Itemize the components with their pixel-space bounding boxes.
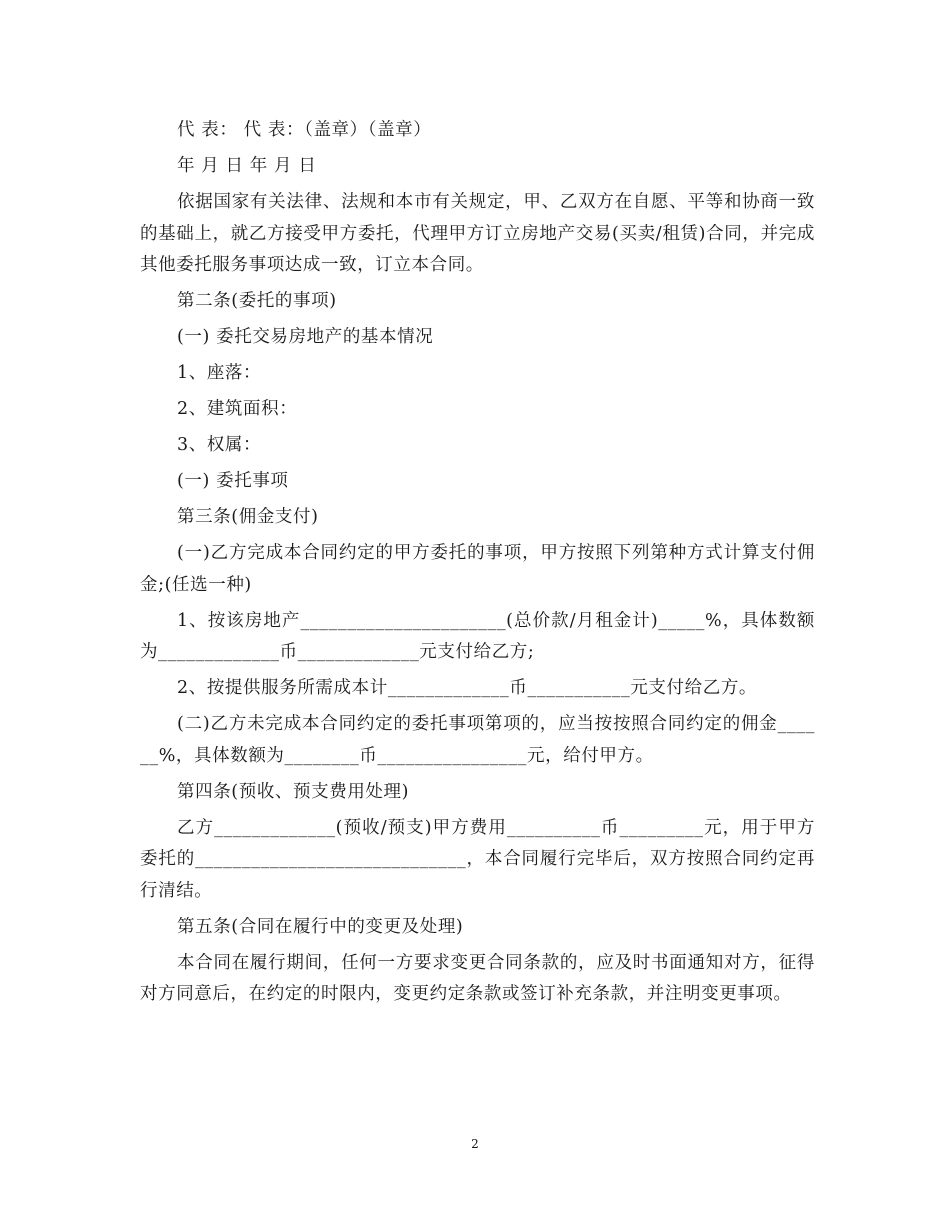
section-property-info: (一) 委托交易房地产的基本情况 <box>177 327 434 347</box>
signature-line: 代 表： 代 表：（盖章）（盖章） <box>177 120 432 140</box>
article-5-heading: 第五条(合同在履行中的变更及处理) <box>177 916 464 937</box>
commission-option-1: 1、按该房地产______________________(总价款/月租金计)_____%，具体数额为_____________币_____________元支付给乙方; <box>140 610 815 662</box>
item-floor-area: 2、建筑面积： <box>177 399 298 419</box>
preamble-paragraph: 依据国家有关法律、法规和本市有关规定，甲、乙双方在自愿、平等和协商一致的基础上，就乙方接受甲方委托，代理甲方订立房地产交易(买卖/租赁)合同，并完成其他委托服务事项达成一致，订立本合同。 <box>140 192 815 275</box>
contract-change-paragraph: 本合同在履行期间，任何一方要求变更合同条款的，应及时书面通知对方，征得对方同意后，在约定的时限内，变更约定条款或签订补充条款，并注明变更事项。 <box>140 952 815 1004</box>
section-entrusted-items: (一) 委托事项 <box>177 471 289 491</box>
item-ownership: 3、权属： <box>177 435 262 455</box>
prepaid-fees-paragraph: 乙方_____________(预收/预支)甲方费用__________币_________元，用于甲方委托的_____________________________，本合同履行完毕后，双方按照合同约定再行清结。 <box>140 817 815 901</box>
article-4-heading: 第四条(预收、预支费用处理) <box>177 781 410 802</box>
article-3-heading: 第三条(佣金支付) <box>177 507 319 527</box>
commission-clause-2: (二)乙方未完成本合同约定的委托事项第项的，应当按按照合同约定的佣金______%，具体数额为________币________________元，给付甲方。 <box>140 714 815 766</box>
commission-clause-1: (一)乙方完成本合同约定的甲方委托的事项，甲方按照下列第种方式计算支付佣金;(任选一种) <box>140 543 815 595</box>
page-number: 2 <box>471 1137 479 1151</box>
document-body <box>140 115 815 1015</box>
item-location: 1、座落： <box>177 363 262 383</box>
article-2-heading: 第二条(委托的事项) <box>177 291 337 311</box>
commission-option-2: 2、按提供服务所需成本计_____________币___________元支付给乙方。 <box>177 678 758 698</box>
date-line: 年 月 日 年 月 日 <box>177 156 317 176</box>
